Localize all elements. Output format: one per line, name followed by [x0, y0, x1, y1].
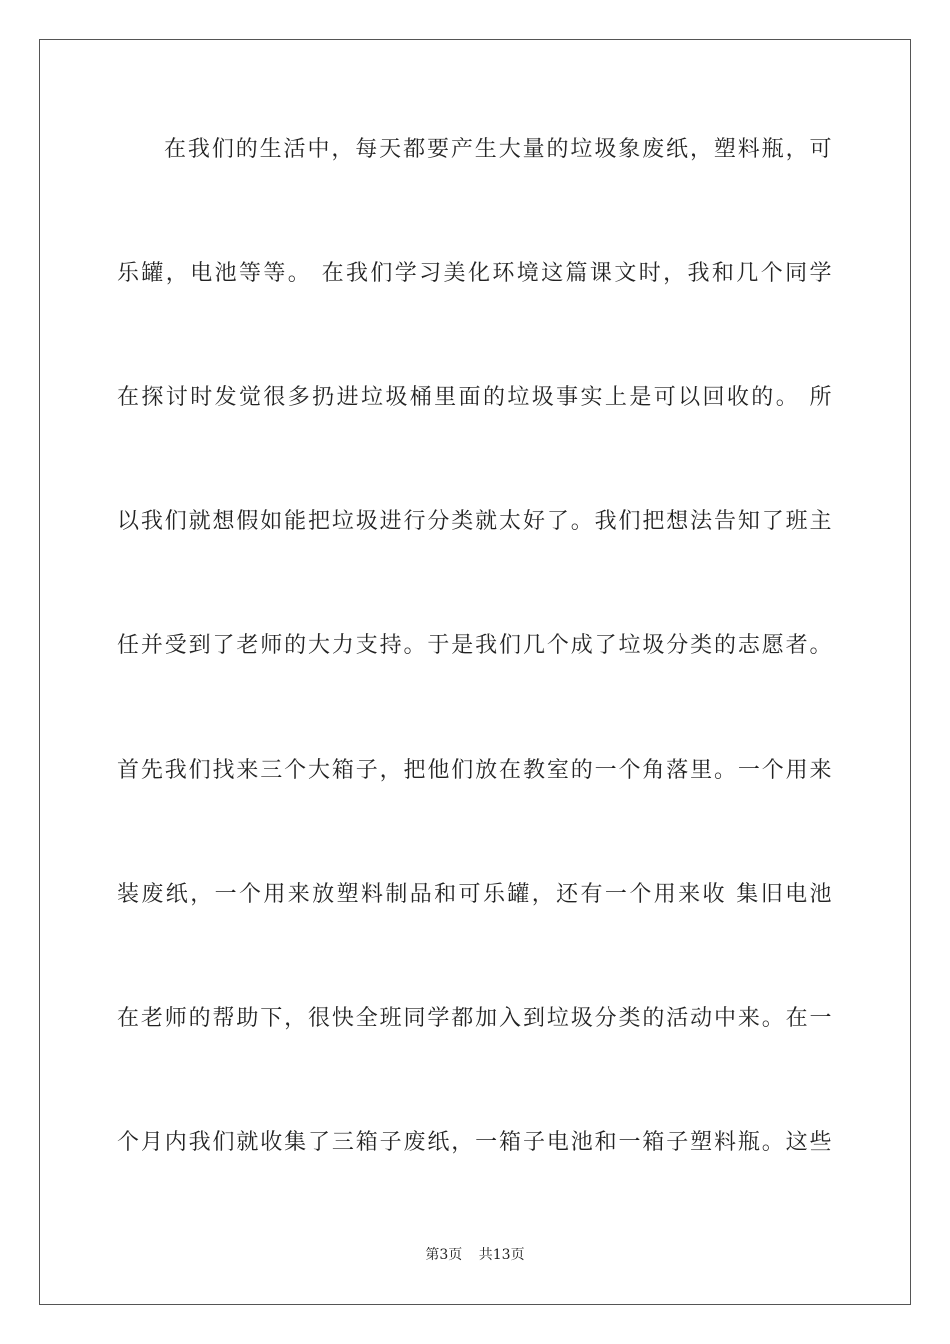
- paragraph-line-9: 个月内我们就收集了三箱子废纸，一箱子电池和一箱子塑料瓶。这些: [117, 1130, 832, 1155]
- paragraph-line-3: 在探讨时发觉很多扔进垃圾桶里面的垃圾事实上是可以回收的。 所: [117, 385, 832, 410]
- paragraph-line-5: 任并受到了老师的大力支持。于是我们几个成了垃圾分类的志愿者。: [117, 633, 832, 658]
- paragraph-line-7: 装废纸，一个用来放塑料制品和可乐罐，还有一个用来收 集旧电池: [117, 882, 832, 907]
- paragraph-line-6: 首先我们找来三个大箱子，把他们放在教室的一个角落里。一个用来: [117, 758, 832, 783]
- paragraph-line-1: 在我们的生活中，每天都要产生大量的垃圾象废纸，塑料瓶，可: [164, 137, 832, 162]
- total-pages: 共13页: [478, 1247, 525, 1263]
- page-footer: [0, 1244, 950, 1264]
- page-frame: [39, 39, 911, 1305]
- paragraph-line-4: 以我们就想假如能把垃圾进行分类就太好了。我们把想法告知了班主: [117, 509, 832, 534]
- paragraph-line-2: 乐罐，电池等等。 在我们学习美化环境这篇课文时，我和几个同学: [117, 261, 832, 286]
- page-number: 第3页: [425, 1247, 463, 1263]
- paragraph-line-8: 在老师的帮助下，很快全班同学都加入到垃圾分类的活动中来。在一: [117, 1006, 832, 1031]
